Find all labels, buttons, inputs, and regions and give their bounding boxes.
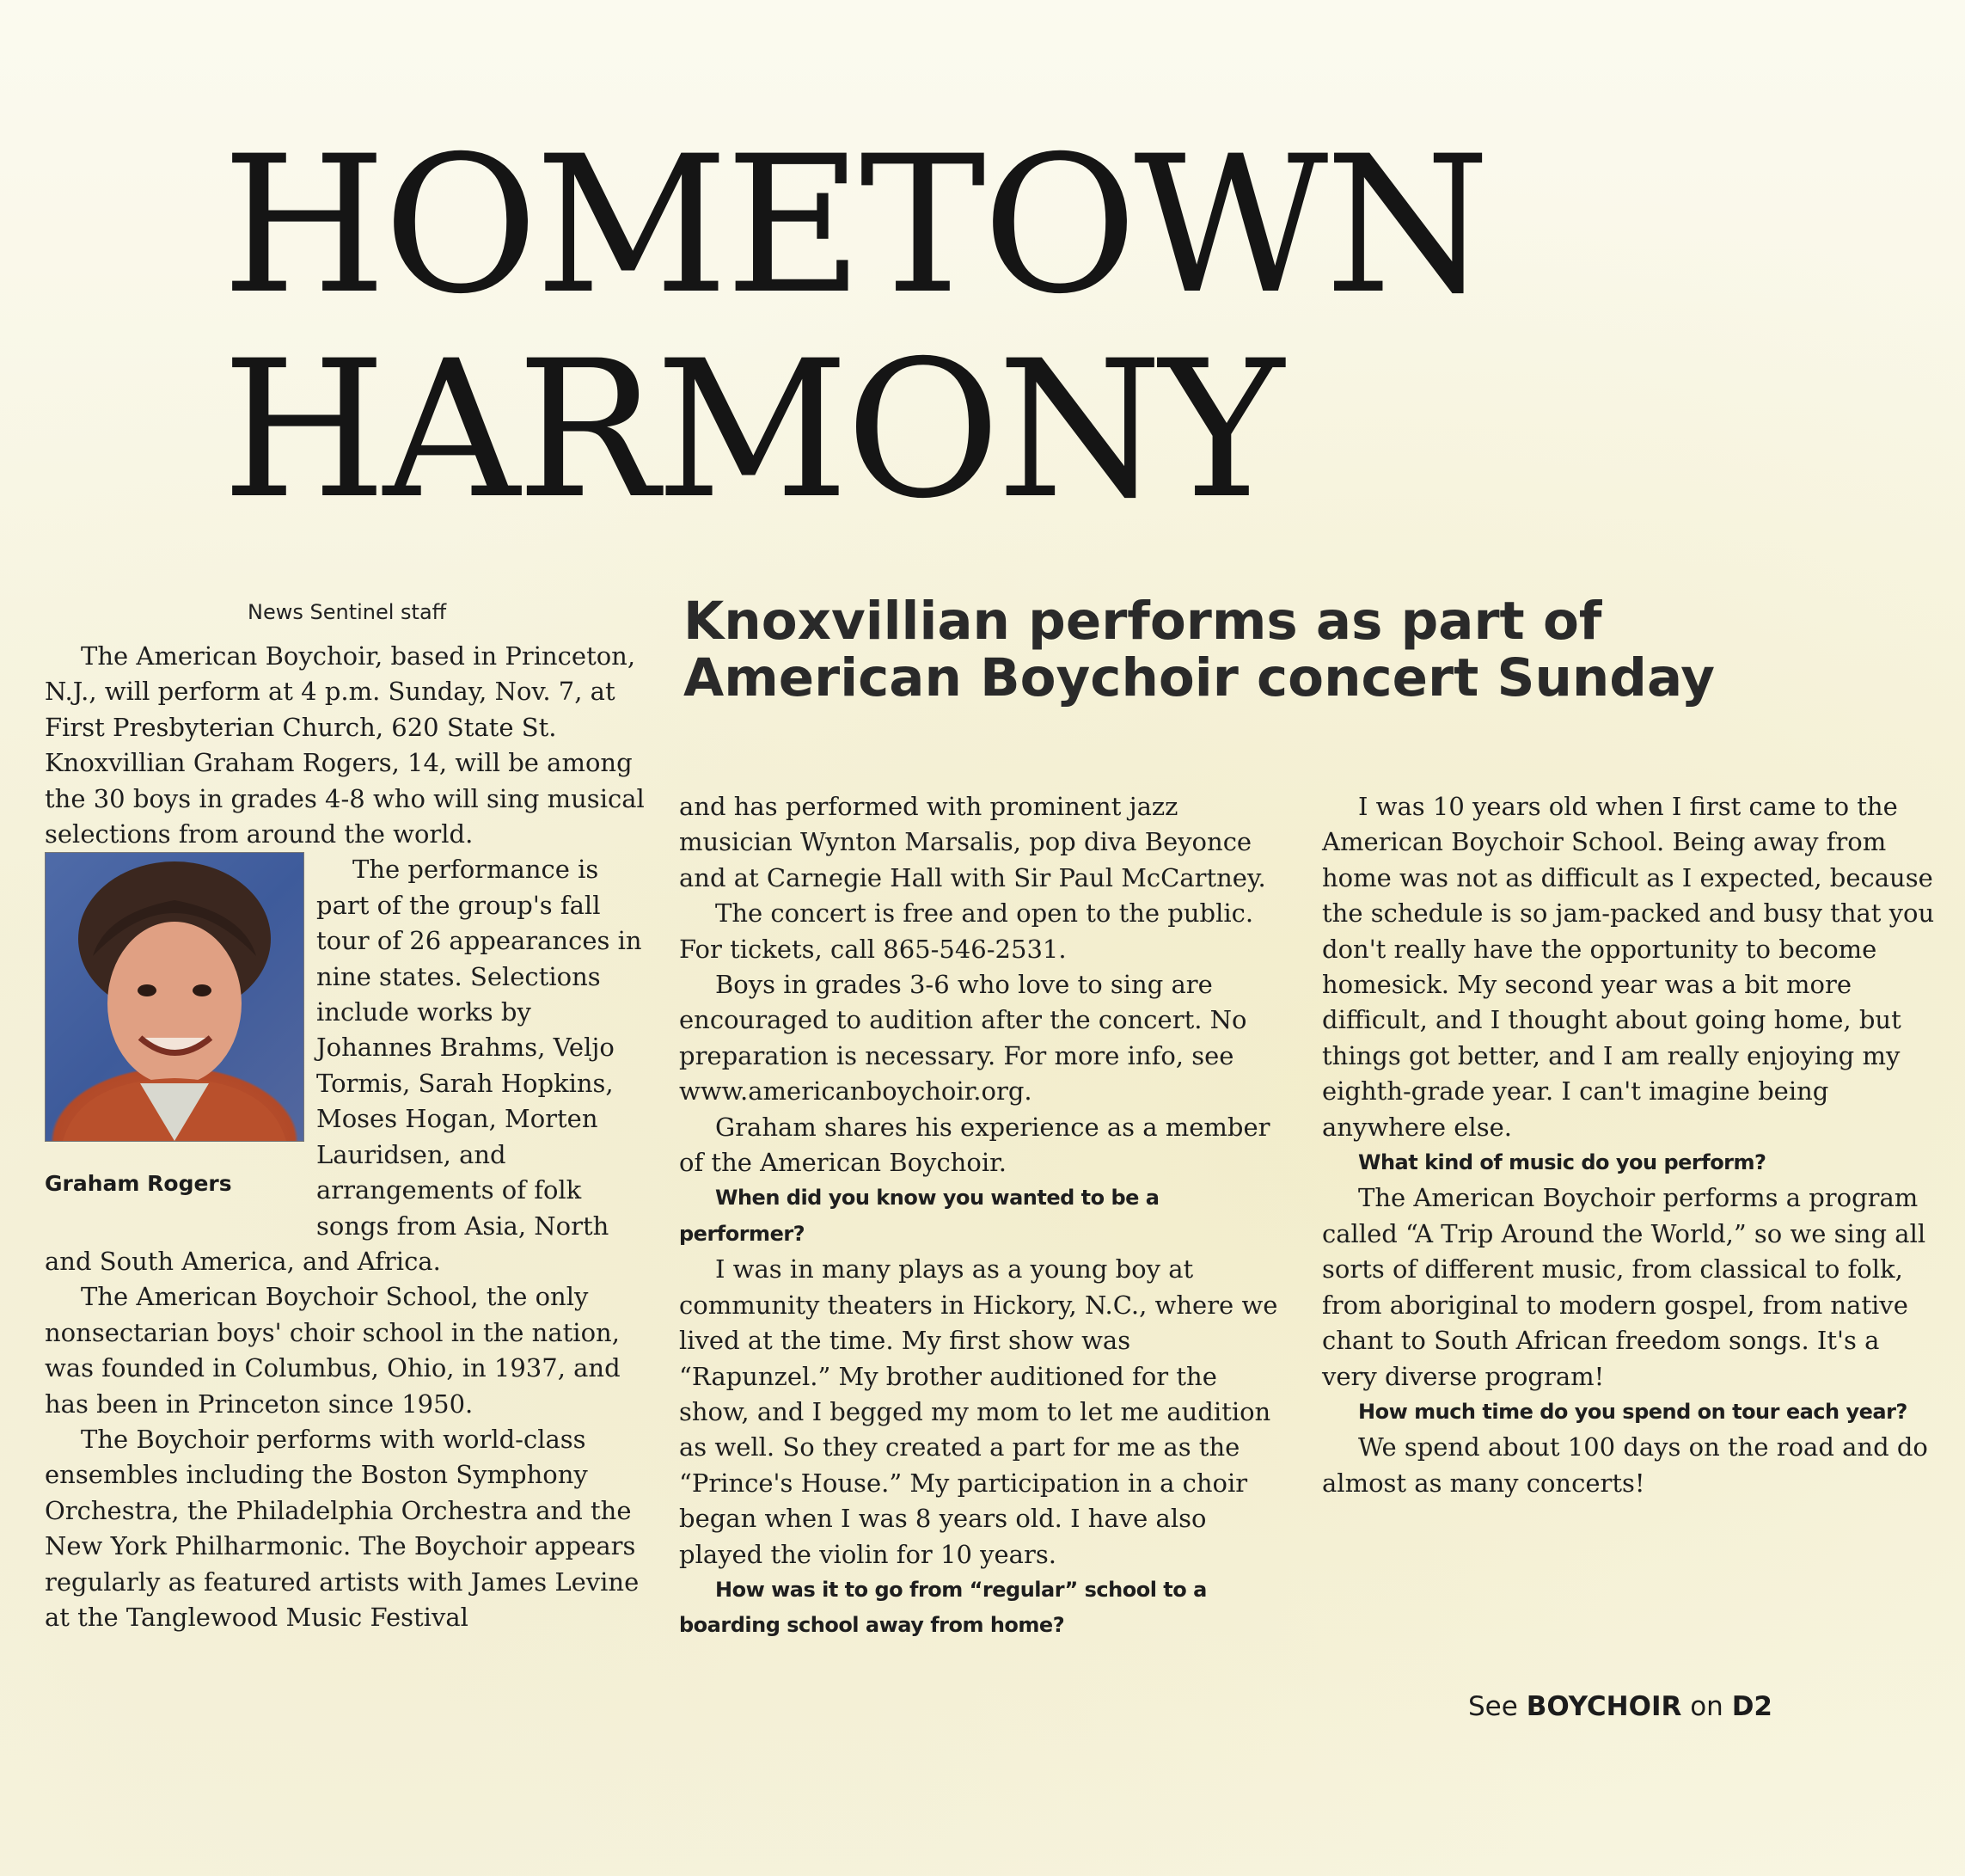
jump-target: BOYCHOIR xyxy=(1526,1691,1682,1722)
interview-question: How much time do you spend on tour each year? xyxy=(1358,1399,1907,1424)
paragraph: The American Boychoir School, the only nonsectarian boys' choir school in the nation, was founded in Columbus, Ohio, in 1937, and has been in Princeton since 1950. xyxy=(45,1282,621,1419)
interview-answer: I was in many plays as a young boy at community theaters in Hickory, N.C., where we lived at the time. My first show was “Rapunzel.” My brother auditioned for the show, and I begged my mom to let me audition as well. So they created a part for me as the “Prince's House.” My participation in a choir began when I was 8 years old. I have also played the violin for 10 years. xyxy=(679,1254,1278,1569)
interview-question: When did you know you wanted to be a performer? xyxy=(679,1186,1160,1246)
jump-see: See xyxy=(1468,1691,1518,1722)
subheadline-line-1: Knoxvillian performs as part of xyxy=(683,591,1602,652)
article-column-3 xyxy=(1322,789,1941,1501)
byline: News Sentinel staff xyxy=(248,600,447,624)
paragraph: The Boychoir performs with world-class ensembles including the Boston Symphony Orchestra, the Philadelphia Orchestra and the New York Philharmonic. The Boychoir appears regularly as featured artists with James Levine at the Tanglewood Music Festival xyxy=(45,1424,640,1632)
headline-line-2: HARMONY xyxy=(222,320,1281,540)
photo-block xyxy=(45,852,303,1214)
portrait-illustration xyxy=(46,853,303,1141)
paragraph: and has performed with prominent jazz musician Wynton Marsalis, pop diva Beyonce and at Carnegie Hall with Sir Paul McCartney. xyxy=(679,792,1266,892)
interview-answer: The American Boychoir performs a program called “A Trip Around the World,” so we sing all sorts of different music, from classical to folk, from aboriginal to modern gospel, from native chant to South African freedom songs. It's a very diverse program! xyxy=(1322,1183,1926,1391)
paragraph: Graham shares his experience as a member of the American Boychoir. xyxy=(679,1112,1270,1178)
jump-on: on xyxy=(1690,1691,1723,1722)
interview-question: What kind of music do you perform? xyxy=(1358,1150,1766,1175)
subheadline xyxy=(683,593,1818,707)
paragraph: The concert is free and open to the public. For tickets, call 865-546-2531. xyxy=(679,898,1254,964)
headline-line-1: HOMETOWN xyxy=(222,115,1487,335)
article-column-2 xyxy=(679,789,1281,1644)
jump-line xyxy=(1468,1691,1772,1722)
interview-answer: We spend about 100 days on the road and do almost as many concerts! xyxy=(1322,1432,1928,1498)
paragraph: Boys in grades 3-6 who love to sing are encouraged to audition after the concert. No preparation is necessary. For more info, see www.americanboychoir.org. xyxy=(679,970,1247,1107)
interview-answer: I was 10 years old when I first came to the American Boychoir School. Being away from home was not as difficult as I expected, because the schedule is so jam-packed and busy that you don't really have the opportunity to become homesick. My second year was a bit more difficult, and I thought about going home, but things got better, and I am really enjoying my eighth-grade year. I can't imagine being anywhere else. xyxy=(1322,792,1935,1142)
paragraph: The performance is part of the group's fall tour of 26 appearances in nine states. Selections include works by Johannes Brahms, Veljo Tormis, Sarah Hopkins, Moses Hogan, Morten Lauridsen, and arrangements of folk songs from Asia, North and South America, and Africa. xyxy=(45,855,642,1276)
photo-caption: Graham Rogers xyxy=(45,1171,232,1197)
jump-page: D2 xyxy=(1731,1691,1773,1722)
paragraph: The American Boychoir, based in Princeton, N.J., will perform at 4 p.m. Sunday, Nov. 7, at First Presbyterian Church, 620 State St. Knoxvillian Graham Rogers, 14, will be among the 30 boys in grades 4-8 who will sing musical selections from around the world. xyxy=(45,641,645,849)
interview-question: How was it to go from “regular” school to a boarding school away from home? xyxy=(679,1577,1207,1638)
portrait-photo xyxy=(45,852,304,1142)
subheadline-line-2: American Boychoir concert Sunday xyxy=(683,647,1716,708)
article-column-1 xyxy=(45,639,646,1635)
